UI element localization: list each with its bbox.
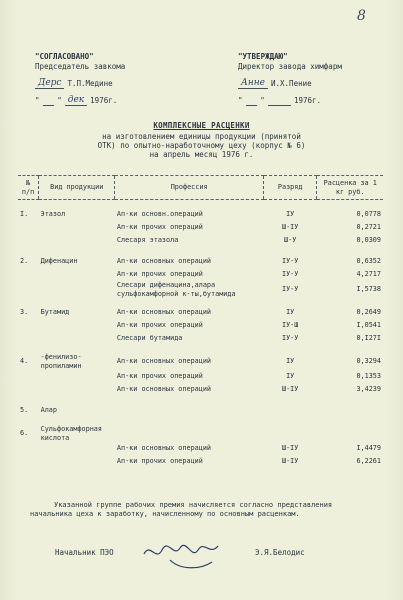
table-row xyxy=(18,234,383,247)
cell-profession: Ап-ки основн.операций xyxy=(116,210,203,219)
cell-profession xyxy=(115,417,263,442)
cell-profession: Слесари дифенацина,алара сульфокамфорной к-ты,бутамида xyxy=(116,281,236,298)
cell-product: Бутамид xyxy=(40,308,70,317)
approval-right-year: 1976г. xyxy=(293,96,322,105)
cell-profession: Ап-ки основных операций xyxy=(116,257,212,266)
approval-right-date-day xyxy=(246,95,258,106)
cell-rate: 0,1353 xyxy=(356,372,381,381)
approval-left-signature: Дерс xyxy=(35,78,64,89)
cell-profession: Ап-ки основных операций xyxy=(116,357,212,366)
cell-rate xyxy=(317,396,383,417)
cell-profession: Ап-ки прочих операций xyxy=(116,457,203,466)
cell-num xyxy=(18,383,39,396)
cell-num xyxy=(18,234,39,247)
cell-rate: 6,2261 xyxy=(356,457,381,466)
cell-profession: Ап-ки прочих операций xyxy=(116,372,203,381)
table-row xyxy=(18,247,383,268)
header-rate: Расценка за 1 кг руб. xyxy=(317,176,383,200)
cell-num: 2. xyxy=(20,257,29,266)
cell-rate: 0,2649 xyxy=(356,308,381,317)
cell-product: Дифенацин xyxy=(40,257,78,266)
cell-num: 6. xyxy=(20,429,29,438)
cell-product xyxy=(39,383,115,396)
cell-grade: IУ-У xyxy=(281,285,299,294)
cell-product xyxy=(39,455,115,468)
table-row xyxy=(18,221,383,234)
cell-num: 3. xyxy=(20,308,29,317)
cell-grade: IУ xyxy=(286,357,295,366)
approval-right-date-mid: " xyxy=(260,96,265,105)
cell-rate: I,4479 xyxy=(356,444,381,453)
header-num: № п/п xyxy=(18,176,39,200)
approval-right-date xyxy=(238,95,388,106)
cell-grade: IУ xyxy=(286,308,295,317)
approval-left-year: 1976г. xyxy=(90,96,118,105)
table-row xyxy=(18,383,383,396)
cell-product: -фенилизо-пропиламин xyxy=(40,353,82,370)
cell-num xyxy=(18,268,39,281)
cell-rate: 0,0778 xyxy=(356,210,381,219)
approval-right-block xyxy=(238,52,388,106)
cell-product xyxy=(39,281,115,298)
table-row xyxy=(18,298,383,319)
table-row xyxy=(18,345,383,370)
title-line-2: ОТК) по опытно-наработочному цеху (корпус № 6) xyxy=(97,141,306,150)
approval-left-sigline xyxy=(35,78,175,89)
cell-product: Алар xyxy=(40,406,57,415)
cell-num xyxy=(18,319,39,332)
approval-left-date-open: " xyxy=(35,96,40,105)
approval-right-signer: И.Х.Пение xyxy=(271,79,312,88)
table-row xyxy=(18,319,383,332)
cell-product: Сульфокамфорная кислота xyxy=(40,425,102,442)
table-row xyxy=(18,370,383,383)
cell-rate: 4,2717 xyxy=(356,270,381,279)
cell-profession: Ап-ки прочих операций xyxy=(116,223,203,232)
handwritten-signature xyxy=(140,534,230,574)
approval-left-block xyxy=(35,52,175,106)
cell-product xyxy=(39,268,115,281)
table-row xyxy=(18,442,383,455)
cell-num xyxy=(18,281,39,298)
cell-rate: 0,I27I xyxy=(356,334,381,343)
cell-rate xyxy=(317,417,383,442)
cell-profession: Ап-ки основных операций xyxy=(116,385,212,394)
cell-grade: IУ-Ш xyxy=(281,321,299,330)
cell-grade: IУ xyxy=(286,372,295,381)
approval-right-role: Директор завода химфарм xyxy=(238,62,342,71)
header-product: Вид продукции xyxy=(39,176,115,200)
cell-rate: I,0541 xyxy=(356,321,381,330)
approval-left-date xyxy=(35,95,175,106)
cell-profession: Слесари бутамида xyxy=(116,334,183,343)
approval-right-sigline xyxy=(238,78,388,89)
cell-product xyxy=(39,319,115,332)
cell-num: I. xyxy=(20,210,29,219)
table-row xyxy=(18,455,383,468)
approval-right-signature: Анне xyxy=(238,78,268,89)
approval-right-date-month xyxy=(268,95,291,106)
header-profession: Профессия xyxy=(115,176,263,200)
cell-grade xyxy=(263,417,317,442)
cell-num xyxy=(18,332,39,345)
cell-profession: Ап-ки прочих операций xyxy=(116,270,203,279)
cell-rate: 3,4239 xyxy=(356,385,381,394)
cell-product xyxy=(39,442,115,455)
cell-grade: Ш-IУ xyxy=(281,223,299,232)
cell-rate: 0,2721 xyxy=(356,223,381,232)
table-header-row xyxy=(18,176,383,200)
cell-grade: Ш-IУ xyxy=(281,457,299,466)
rates-table xyxy=(18,175,383,468)
document-title xyxy=(0,121,403,159)
approval-right-heading: "УТВЕРЖДАЮ" xyxy=(238,52,288,61)
cell-profession: Ап-ки прочих операций xyxy=(116,321,203,330)
approval-left-role: Председатель завкома xyxy=(35,62,126,71)
cell-grade: IУ-У xyxy=(281,270,299,279)
cell-product xyxy=(39,370,115,383)
cell-num: 4. xyxy=(20,357,29,366)
cell-profession: Ап-ки основных операций xyxy=(116,444,212,453)
cell-num xyxy=(18,455,39,468)
title-line-3: на апрель месяц 1976 г. xyxy=(149,150,254,159)
cell-num xyxy=(18,442,39,455)
cell-product xyxy=(39,332,115,345)
cell-num: 5. xyxy=(20,406,29,415)
cell-product xyxy=(39,221,115,234)
premium-note: Указанной группе рабочих премия начисляется согласно представления начальника цеха к заработку, начисленному по основным расценкам. xyxy=(30,501,333,518)
table-row xyxy=(18,281,383,298)
approval-left-date-month: дек xyxy=(65,95,87,106)
approval-left-date-day xyxy=(43,95,55,106)
cell-grade: Ш-IУ xyxy=(281,444,299,453)
approval-left-date-mid: " xyxy=(57,96,62,105)
footer-name: Э.Я.Белодис xyxy=(255,548,305,557)
cell-rate: I,5738 xyxy=(356,285,381,294)
cell-num xyxy=(18,370,39,383)
table-row xyxy=(18,332,383,345)
approval-right-date-open: " xyxy=(238,96,243,105)
cell-grade: IУ-У xyxy=(281,257,299,266)
cell-rate: 0,3294 xyxy=(356,357,381,366)
table-row xyxy=(18,396,383,417)
cell-rate: 0,6352 xyxy=(356,257,381,266)
cell-grade: Ш-У xyxy=(284,236,297,245)
cell-grade: IУ xyxy=(286,210,295,219)
cell-profession: Слесаря этазола xyxy=(116,236,179,245)
cell-profession xyxy=(115,396,263,417)
table-row xyxy=(18,417,383,442)
header-grade: Разряд xyxy=(263,176,317,200)
title-line-1: на изготовлением единицы продукции (принятой xyxy=(102,132,301,141)
title-main: КОМПЛЕКСНЫЕ РАСЦЕНКИ xyxy=(153,121,250,130)
cell-product xyxy=(39,234,115,247)
cell-rate: 0,0309 xyxy=(356,236,381,245)
approval-left-heading: "СОГЛАСОВАНО" xyxy=(35,52,94,61)
cell-grade: IУ-У xyxy=(281,334,299,343)
cell-grade: Ш-IУ xyxy=(281,385,299,394)
cell-num xyxy=(18,221,39,234)
cell-product: Этазол xyxy=(40,210,66,219)
footer-position: Начальник ПЭО xyxy=(55,548,114,557)
page-number: 8 xyxy=(357,8,366,24)
cell-grade xyxy=(263,396,317,417)
table-row xyxy=(18,200,383,222)
approval-left-signer: Т.П.Медине xyxy=(67,79,113,88)
cell-profession: Ап-ки основных операций xyxy=(116,308,212,317)
table-row xyxy=(18,268,383,281)
